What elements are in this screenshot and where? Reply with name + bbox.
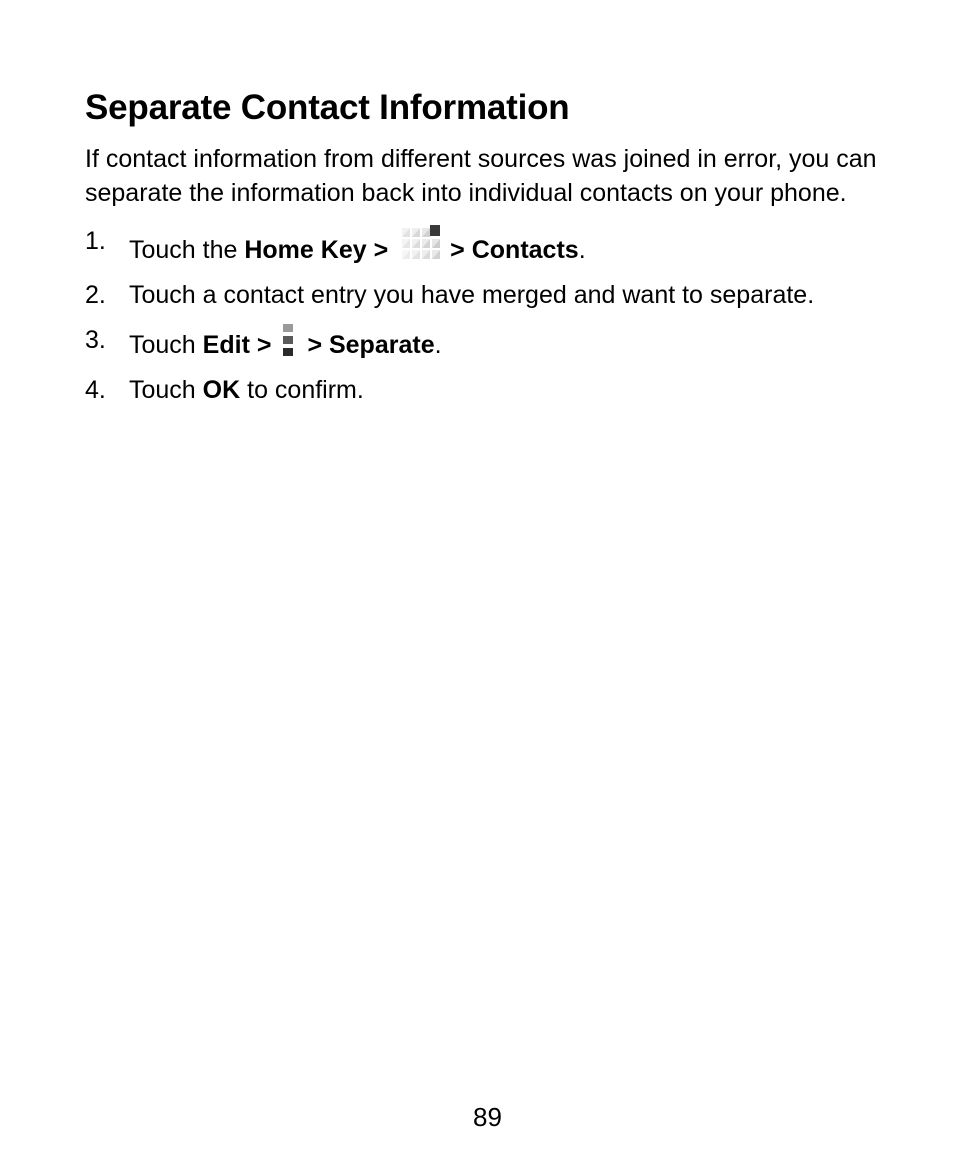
manual-page — [85, 86, 905, 418]
step-number: 2. — [85, 281, 106, 309]
page-number: 89 — [473, 1102, 502, 1132]
ok-label: OK — [202, 376, 241, 404]
step-text — [129, 224, 905, 267]
edit-label: Edit > — [202, 331, 272, 359]
step-text-pre: Touch the — [129, 236, 245, 264]
step-number: 3. — [85, 326, 106, 354]
step-2 — [85, 278, 905, 312]
step-1 — [85, 224, 905, 267]
home-key-label: Home Key > — [244, 236, 389, 264]
step-text-post: . — [434, 331, 442, 359]
intro-paragraph: If contact information from different sources was joined in error, you can separate the information back into individual contacts on your phone. — [85, 145, 877, 207]
step-number: 1. — [85, 227, 106, 255]
step-text-post: . — [578, 236, 586, 264]
step-text-post: to confirm. — [240, 376, 364, 404]
step-text — [129, 373, 905, 407]
apps-grid-icon — [400, 224, 440, 262]
steps-list — [85, 224, 905, 407]
separate-label: > Separate — [307, 331, 435, 359]
step-4 — [85, 373, 905, 407]
step-number: 4. — [85, 376, 106, 404]
step-text-pre: Touch — [129, 331, 203, 359]
contacts-label: > Contacts — [450, 236, 579, 264]
section-heading: Separate Contact Information — [85, 88, 570, 127]
menu-dots-icon — [281, 323, 295, 357]
step-text — [129, 323, 905, 362]
step-3 — [85, 323, 905, 362]
step-text-pre: Touch — [129, 376, 203, 404]
step-text: Touch a contact entry you have merged and want to separate. — [129, 281, 815, 309]
